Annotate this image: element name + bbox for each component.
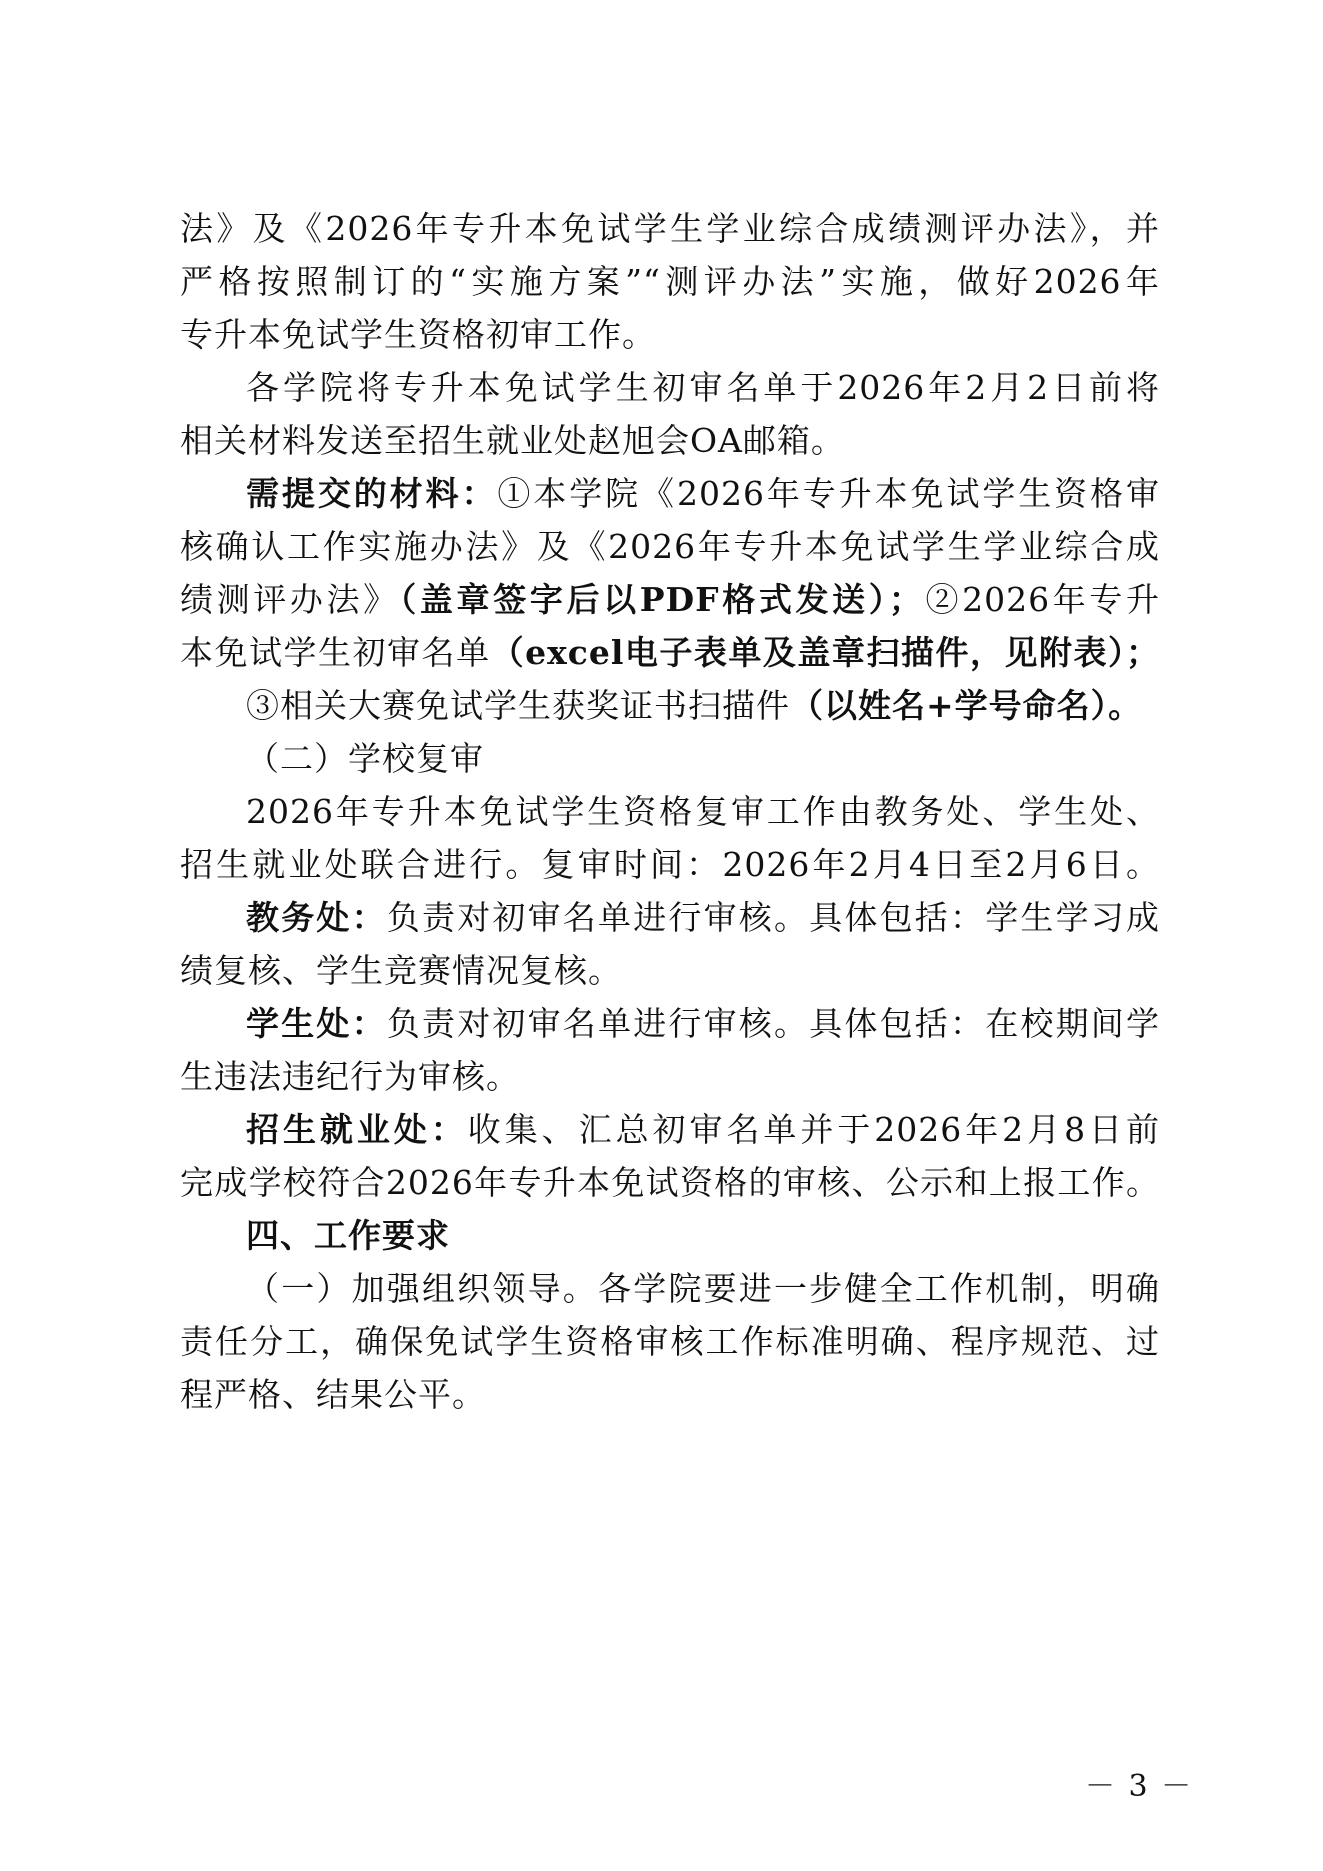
- line-text: 各学院将专升本免试学生初审名单于2026年2月2日前将: [246, 368, 1160, 407]
- line-text: ①本学院《2026年专升本免试学生资格审: [497, 474, 1161, 513]
- line-text: 负责对初审名单进行审核。具体包括：在校期间学: [386, 1004, 1161, 1043]
- line-text: 负责对初审名单进行审核。具体包括：学生学习成: [386, 898, 1161, 937]
- line-text: 收集、汇总初审名单并于2026年2月8日前: [467, 1110, 1160, 1149]
- line-text: 责任分工，确保免试学生资格审核工作标准明确、程序规范、过: [180, 1322, 1160, 1361]
- line-text: 本免试学生初审名单: [180, 633, 491, 672]
- line-text: 专升本免试学生资格初审工作。: [180, 315, 656, 354]
- heading-text: （二）学校复审: [246, 739, 484, 778]
- bold-note: （盖章签字后以PDF格式发送）；: [399, 580, 923, 619]
- line-tail: ②2026年专升: [922, 580, 1160, 619]
- line-text: 程严格、结果公平。: [180, 1375, 486, 1414]
- body-line: [180, 1363, 1160, 1427]
- line-text: 核确认工作实施办法》及《2026年专升本免试学生学业综合成: [180, 527, 1160, 566]
- line-text: 绩测评办法》: [180, 580, 400, 619]
- bold-note: （以姓名+学号命名）。: [790, 686, 1143, 725]
- line-text: 2026年专升本免试学生资格复审工作由教务处、学生处、: [246, 792, 1160, 831]
- line-text: 绩复核、学生竞赛情况复核。: [180, 951, 622, 990]
- line-text: 严格按照制订的“实施方案”“测评办法”实施，做好2026年: [180, 262, 1160, 301]
- materials-label: 需提交的材料：: [246, 474, 498, 513]
- line-text: （一）加强组织领导。各学院要进一步健全工作机制，明确: [246, 1269, 1160, 1308]
- bold-note: （excel电子表单及盖章扫描件，见附表）；: [490, 633, 1161, 672]
- page-number: － 3 －: [1085, 1769, 1194, 1804]
- line-text: 相关材料发送至招生就业处赵旭会OA邮箱。: [180, 421, 845, 460]
- line-text: 招生就业处联合进行。复审时间：2026年2月4日至2月6日。: [180, 845, 1160, 884]
- heading-text: 四、工作要求: [246, 1216, 450, 1255]
- line-text: 完成学校符合2026年专升本免试资格的审核、公示和上报工作。: [180, 1163, 1160, 1202]
- office-label: 学生处：: [246, 1004, 387, 1043]
- line-text: 生违法违纪行为审核。: [180, 1057, 520, 1096]
- office-label: 招生就业处：: [246, 1110, 468, 1149]
- line-text: ③相关大赛免试学生获奖证书扫描件: [246, 686, 790, 725]
- office-label: 教务处：: [246, 898, 387, 937]
- line-text: 法》及《2026年专升本免试学生学业综合成绩测评办法》，并: [180, 209, 1160, 248]
